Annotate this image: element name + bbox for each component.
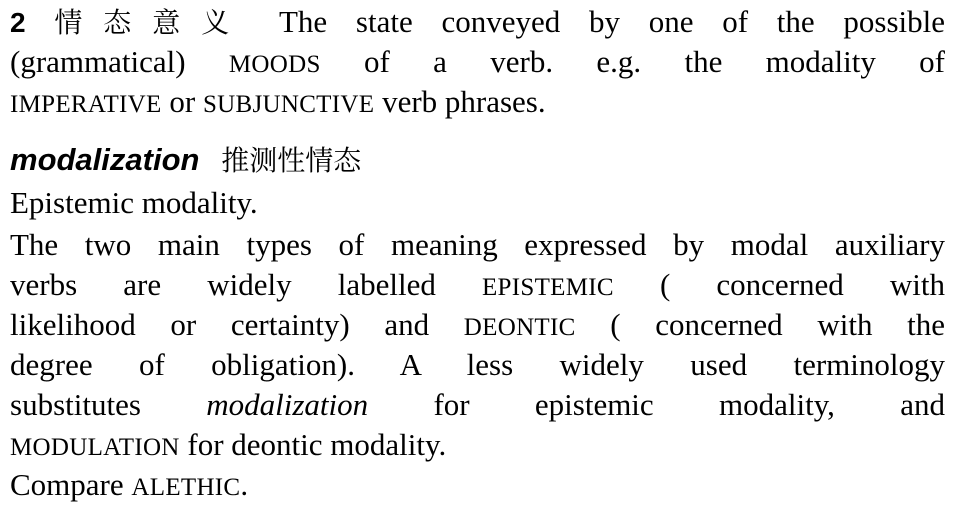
definition-text: degree of obligation). A less widely used terminology xyxy=(10,347,945,382)
definition-text: verbs are widely labelled xyxy=(10,267,436,302)
entry-compare-line xyxy=(10,465,945,508)
entry-heading xyxy=(10,140,945,181)
definition-text: verb phrases. xyxy=(382,84,546,119)
entry-headword: modalization xyxy=(10,142,200,177)
definition-text: or xyxy=(169,84,196,119)
cross-reference-moods: MOODS xyxy=(228,51,321,78)
compare-label: Compare xyxy=(10,467,124,502)
entry-line-4 xyxy=(10,345,945,385)
entry-line-5 xyxy=(10,385,945,425)
italic-term: modalization xyxy=(206,387,369,422)
sense-chinese-term: 情态意义 xyxy=(54,6,251,39)
entry-line-2 xyxy=(10,265,945,308)
entry-chinese-term: 推测性情态 xyxy=(221,144,362,177)
sense-2-line-3 xyxy=(10,82,945,125)
definition-text: The two main types of meaning expressed by modal auxiliary xyxy=(10,227,945,262)
definition-text: for deontic modality. xyxy=(187,427,447,462)
entry-line-3 xyxy=(10,305,945,348)
sense-number: 2 xyxy=(10,7,26,38)
entry-line-1 xyxy=(10,225,945,265)
definition-text: ( concerned with the xyxy=(610,307,946,342)
entry-short-definition xyxy=(10,183,945,223)
definition-text: substitutes xyxy=(10,387,141,422)
definition-text: Epistemic modality. xyxy=(10,185,258,220)
sense-2-line-1 xyxy=(10,2,945,43)
cross-reference-deontic: DEONTIC xyxy=(463,314,576,341)
definition-text: (grammatical) xyxy=(10,44,186,79)
compare-end-punctuation: . xyxy=(240,467,249,502)
sense-2-line-2 xyxy=(10,42,945,85)
definition-text: of a verb. e.g. the modality of xyxy=(364,44,946,79)
cross-reference-imperative: IMPERATIVE xyxy=(10,91,162,118)
cross-reference-epistemic: EPISTEMIC xyxy=(481,274,614,301)
definition-text: for epistemic modality, and xyxy=(433,387,946,422)
sense-definition-text: The state conveyed by one of the possible xyxy=(279,4,945,39)
cross-reference-subjunctive: SUBJUNCTIVE xyxy=(202,91,375,118)
cross-reference-modulation: MODULATION xyxy=(10,434,180,461)
definition-text: likelihood or certainty) and xyxy=(10,307,430,342)
entry-line-6 xyxy=(10,425,945,468)
definition-text: ( concerned with xyxy=(659,267,946,302)
cross-reference-alethic: ALETHIC xyxy=(131,474,241,501)
